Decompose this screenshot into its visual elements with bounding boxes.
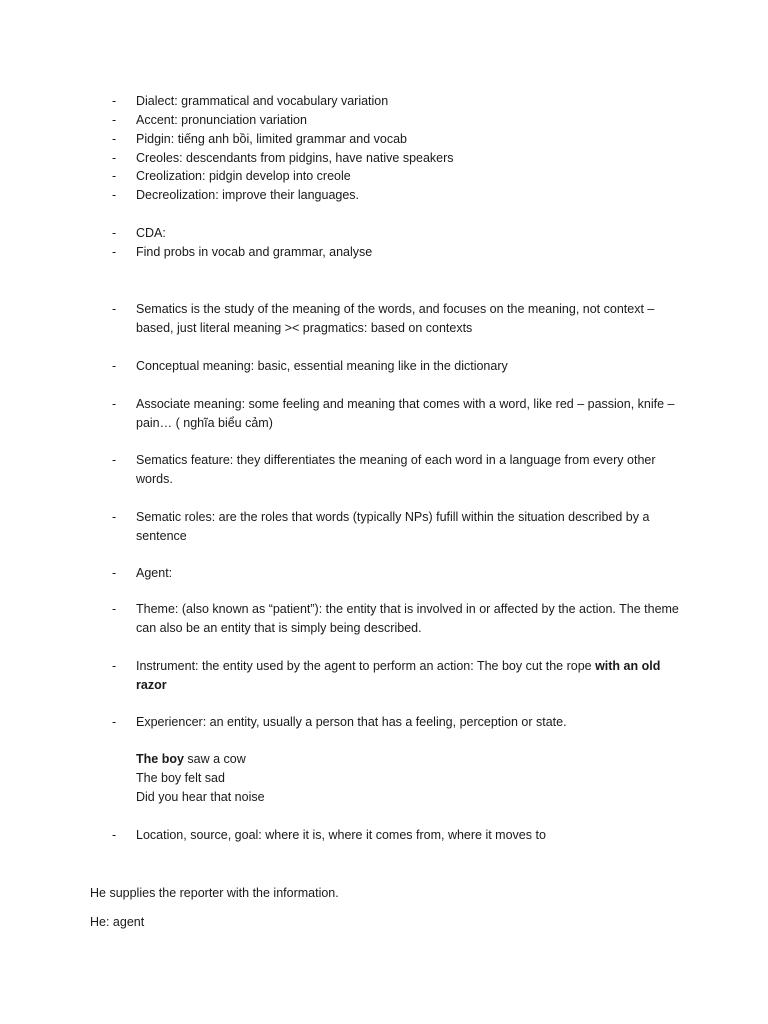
- list-item: [112, 243, 682, 262]
- list-item: [112, 657, 682, 695]
- list-item-text: [136, 149, 682, 168]
- list-item-text: [136, 600, 682, 638]
- text-run: Did you hear that noise: [136, 790, 265, 804]
- list-item-text: [136, 657, 682, 695]
- text-run: Decreolization: improve their languages.: [136, 188, 360, 202]
- list-item: [112, 186, 682, 205]
- list-bullet: -: [112, 188, 117, 202]
- list-item: [112, 826, 682, 845]
- text-run: Creoles: descendants from pidgins, have native speakers: [136, 151, 454, 165]
- list-bullet: -: [112, 245, 117, 259]
- list-bullet: -: [112, 302, 117, 316]
- text-run: CDA:: [136, 226, 166, 240]
- list-item-text: [136, 243, 682, 262]
- list-item-text: [136, 826, 682, 845]
- text-run: The boy felt sad: [136, 771, 225, 785]
- list-bullet: -: [112, 453, 117, 467]
- example-sentence: [136, 788, 676, 807]
- text-run: Agent:: [136, 566, 173, 580]
- text-run: Location, source, goal: where it is, where it comes from, where it moves to: [136, 828, 546, 842]
- list-bullet: -: [112, 359, 117, 373]
- text-run: Accent: pronunciation variation: [136, 113, 307, 127]
- list-item: [112, 224, 682, 243]
- list-bullet: -: [112, 715, 117, 729]
- paragraph: He supplies the reporter with the information.: [90, 886, 339, 900]
- list-item: [112, 300, 682, 338]
- list-item: [112, 564, 682, 583]
- list-item: [112, 167, 682, 186]
- text-run: Creolization: pidgin develop into creole: [136, 169, 351, 183]
- list-item: [112, 508, 682, 546]
- text-run: Sematic roles: are the roles that words (typically NPs) fufill within the situation described by a sentence: [136, 510, 650, 543]
- text-run: Instrument: the entity used by the agent to perform an action: The boy cut the rope: [136, 659, 596, 673]
- list-item-text: [136, 167, 682, 186]
- list-item: [112, 713, 682, 732]
- list-bullet: -: [112, 94, 117, 108]
- list-bullet: -: [112, 659, 117, 673]
- list-item: [112, 130, 682, 149]
- list-item-text: [136, 300, 682, 338]
- text-run: Dialect: grammatical and vocabulary variation: [136, 94, 389, 108]
- list-item: [112, 111, 682, 130]
- list-item-text: [136, 395, 682, 433]
- list-bullet: -: [112, 510, 117, 524]
- list-item-text: [136, 224, 682, 243]
- text-run: Pidgin: tiếng anh bồi, limited grammar and vocab: [136, 132, 407, 146]
- text-run: Sematics feature: they differentiates the meaning of each word in a language from every other words.: [136, 453, 656, 486]
- list-item-text: [136, 451, 682, 489]
- text-run: Theme: (also known as “patient”): the entity that is involved in or affected by the action. The theme can also be an entity that is simply being described.: [136, 602, 679, 635]
- list-item-text: [136, 564, 682, 583]
- list-item: [112, 600, 682, 638]
- list-bullet: -: [112, 566, 117, 580]
- bold-text: The boy: [136, 752, 184, 766]
- list-item-text: [136, 186, 682, 205]
- text-run: Find probs in vocab and grammar, analyse: [136, 245, 373, 259]
- list-bullet: -: [112, 828, 117, 842]
- text-run: Conceptual meaning: basic, essential meaning like in the dictionary: [136, 359, 508, 373]
- list-item-text: [136, 508, 682, 546]
- list-item: [112, 395, 682, 433]
- list-item-text: [136, 713, 682, 732]
- bold-text: with an old razor: [136, 659, 661, 692]
- list-bullet: -: [112, 226, 117, 240]
- list-bullet: -: [112, 397, 117, 411]
- list-bullet: -: [112, 602, 117, 616]
- text-run: Associate meaning: some feeling and meaning that comes with a word, like red – passion, knife – pain… ( nghĩa biểu cảm): [136, 397, 675, 430]
- list-item-text: [136, 111, 682, 130]
- list-item: [112, 357, 682, 376]
- list-item-text: [136, 357, 682, 376]
- list-bullet: -: [112, 169, 117, 183]
- list-item-text: [136, 92, 682, 111]
- example-sentence: [136, 750, 676, 769]
- list-item: [112, 451, 682, 489]
- list-bullet: -: [112, 151, 117, 165]
- list-item: [112, 149, 682, 168]
- list-item: [112, 92, 682, 111]
- paragraph: He: agent: [90, 915, 145, 929]
- list-bullet: -: [112, 132, 117, 146]
- example-sentence: [136, 769, 676, 788]
- text-run: Sematics is the study of the meaning of the words, and focuses on the meaning, not context – based, just literal meaning >< pragmatics: based on contexts: [136, 302, 655, 335]
- text-run: saw a cow: [183, 752, 246, 766]
- list-item-text: [136, 130, 682, 149]
- list-bullet: -: [112, 113, 117, 127]
- text-run: Experiencer: an entity, usually a person that has a feeling, perception or state.: [136, 715, 567, 729]
